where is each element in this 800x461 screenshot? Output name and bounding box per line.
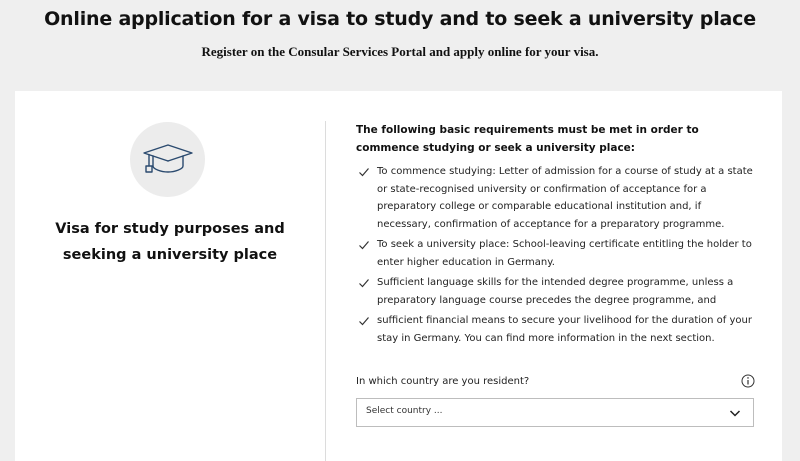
country-select[interactable] xyxy=(356,398,754,427)
requirement-text: To commence studying: Letter of admission for a course of study at a state or state-recognised university or confirmation of acceptance for a preparatory college or comparable educational institution and, if necessary, confirmation of acceptance for a preparatory programme. xyxy=(377,166,753,230)
country-select-placeholder: Select country ... xyxy=(366,406,443,416)
check-icon xyxy=(358,166,370,178)
visa-type-panel xyxy=(15,91,325,461)
page-title: Online application for a visa to study and to seek a university place xyxy=(44,8,756,30)
requirement-text: sufficient financial means to secure your livelihood for the duration of your stay in Germany. You can find more information in the next section. xyxy=(377,315,752,344)
requirement-text: Sufficient language skills for the intended degree programme, unless a preparatory language course precedes the degree programme, and xyxy=(377,277,734,306)
country-select-label: In which country are you resident? xyxy=(356,376,530,387)
divider xyxy=(325,121,326,461)
requirement-item xyxy=(356,312,756,347)
chevron-down-icon xyxy=(729,408,741,418)
icon-circle xyxy=(130,122,205,197)
check-icon xyxy=(358,315,370,327)
requirements-section xyxy=(356,121,756,350)
requirements-heading: The following basic requirements must be met in order to commence studying or seek a university place: xyxy=(356,124,699,154)
check-icon xyxy=(358,277,370,289)
requirement-text: To seek a university place: School-leaving certificate entitling the holder to enter higher education in Germany. xyxy=(377,239,752,268)
page-subtitle: Register on the Consular Services Portal and apply online for your visa. xyxy=(201,44,599,59)
visa-type-title: Visa for study purposes and seeking a university place xyxy=(55,221,285,263)
visa-card xyxy=(15,91,782,461)
graduation-cap-icon xyxy=(141,142,195,178)
info-icon[interactable] xyxy=(741,374,755,388)
check-icon xyxy=(358,239,370,251)
requirement-item xyxy=(356,163,756,233)
requirement-item xyxy=(356,236,756,271)
requirements-list xyxy=(356,163,756,347)
requirement-item xyxy=(356,274,756,309)
